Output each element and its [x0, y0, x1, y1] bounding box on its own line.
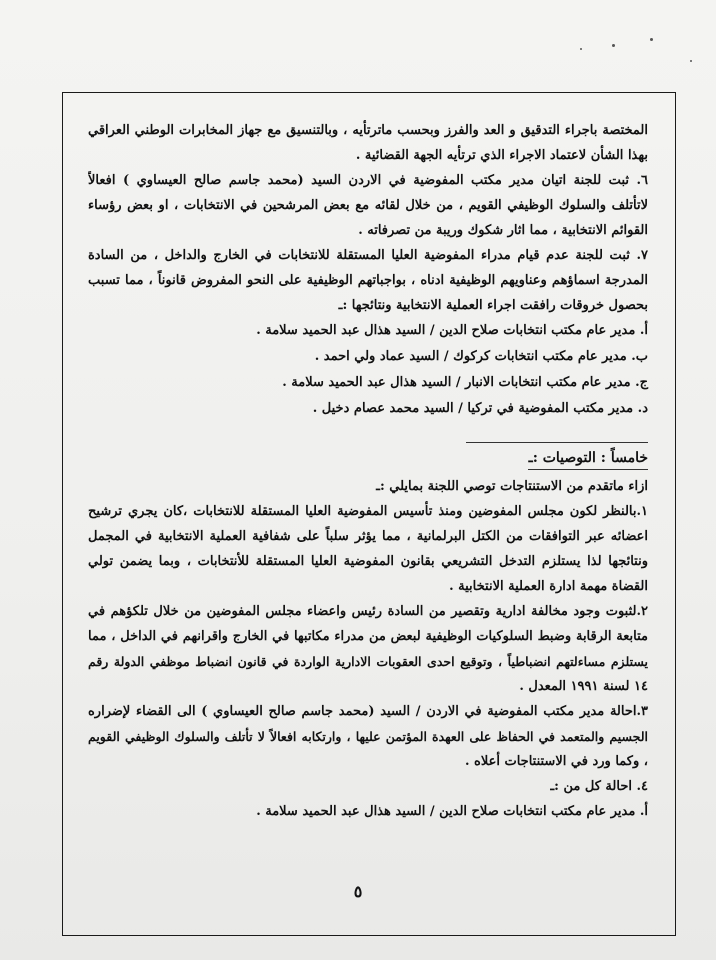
section-heading: خامساً : التوصيات :ـ: [528, 450, 648, 466]
scan-speck: [612, 44, 615, 47]
recommendation-3: [88, 699, 648, 774]
scan-speck: [580, 48, 582, 50]
text-line: المختصة باجراء التدقيق و العد والفرز وبحسب ماترتأيه ، وبالتنسيق مع جهاز المخابرات الوطني العراقي: [88, 123, 648, 138]
text-line: يستلزم مساءلتهم انضباطياً ، وتوقيع احدى العقوبات الادارية الواردة في قانون انضباط موظفي الدولة رقم: [88, 654, 648, 669]
text-line: القضاة مهمة ادارة العملية الانتخابية .: [449, 579, 648, 594]
text-line: المدرجة اسماؤهم وعناويهم الوظيفية ادناه ، بواجباتهم الوظيفية على النحو المفروض قانوناً ، مما تسبب: [88, 273, 648, 288]
text-line: لاتأتلف والسلوك الوظيفي القويم ، من خلال لقائه مع بعض المرشحين في الانتخابات ، او بعض رؤساء: [88, 198, 648, 213]
text-line: متابعة الرقابة وضبط السلوكيات الوظيفية لبعض من مدراء مكاتبها في الخارج واقرانهم في الداخل ، مما: [88, 629, 648, 644]
text-line: ٢.لثبوت وجود مخالفة ادارية وتقصير من السادة رئيس واعضاء مجلس المفوضين من خلال تلكؤهم في: [88, 604, 648, 619]
text-line: ٦. ثبت للجنة اتيان مدير مكتب المفوضية في الاردن السيد (محمد جاسم صالح العيساوي ) افعالاً: [88, 173, 648, 188]
text-line: ٤. احالة كل من :ـ: [550, 779, 648, 794]
finding-7-list: [88, 318, 648, 422]
text-line: اعضائه عبر التوافقات من الكتل البرلمانية ، مما يؤثر سلباً على شفافية العملية الانتخابية في المجمل: [88, 529, 648, 544]
document-body: [88, 118, 648, 825]
recommendation-2: [88, 599, 648, 699]
list-item: أ. مدير عام مكتب انتخابات صلاح الدين / السيد هذال عبد الحميد سلامة .: [256, 804, 648, 819]
list-item: د. مدير مكتب المفوضية في تركيا / السيد محمد عصام دخيل .: [312, 401, 648, 416]
recommendations-heading-block: [88, 442, 648, 474]
text-line: بحصول خروقات رافقت اجراء العملية الانتخابية ونتائجها :ـ: [338, 298, 648, 313]
list-item: ج. مدير عام مكتب انتخابات الانبار / السيد هذال عبد الحميد سلامة .: [282, 375, 648, 390]
recommendation-4: [88, 774, 648, 825]
scan-speck: [690, 60, 692, 62]
text-line: ١٤ لسنة ١٩٩١ المعدل .: [519, 679, 648, 694]
text-line: ١.بالنظر لكون مجلس المفوضين ومنذ تأسيس المفوضية العليا المستقلة للانتخابات ،كان يجري ترشيح: [88, 504, 648, 519]
text-line: ٧. ثبت للجنة عدم قيام مدراء المفوضية العليا المستقلة للانتخابات في الخارج والداخل ، من السادة: [88, 248, 648, 263]
text-line: ، وكما ورد في الاستنتاجات أعلاه .: [464, 754, 648, 769]
recommendations-intro: [88, 474, 648, 499]
text-line: القوائم الانتخابية ، مما اثار شكوك وريبة من تصرفاته .: [358, 223, 648, 238]
page-number: ٥: [353, 882, 363, 901]
text-line: ازاء ماتقدم من الاستنتاجات توصي اللجنة بمايلي :ـ: [376, 479, 648, 494]
finding-6: [88, 168, 648, 243]
heading-underline: [528, 469, 648, 470]
scan-speck: [650, 38, 653, 41]
intro-paragraph: [88, 118, 648, 168]
finding-7: [88, 243, 648, 318]
text-line: الجسيم والمتعمد في الحفاظ على العهدة المؤتمن عليها ، وارتكابه افعالاً لا تأتلف والسلوك الوظيفي القويم: [88, 729, 648, 744]
section-divider: [466, 442, 648, 443]
recommendation-1: [88, 499, 648, 599]
text-line: ٣.احالة مدير مكتب المفوضية في الاردن / السيد (محمد جاسم صالح العيساوي ) الى القضاء لإضراره: [88, 704, 648, 719]
text-line: ونتائجها لذا يستلزم التدخل التشريعي بقانون المفوضية العليا المستقلة للأنتخابات ، وبما يضمن تولي: [88, 554, 648, 569]
list-item: ب. مدير عام مكتب انتخابات كركوك / السيد عماد ولي احمد .: [314, 349, 648, 364]
text-line: بهذا الشأن لاعتماد الاجراء الذي ترتأيه الجهة القضائية .: [355, 148, 648, 163]
list-item: أ. مدير عام مكتب انتخابات صلاح الدين / السيد هذال عبد الحميد سلامة .: [256, 323, 648, 338]
